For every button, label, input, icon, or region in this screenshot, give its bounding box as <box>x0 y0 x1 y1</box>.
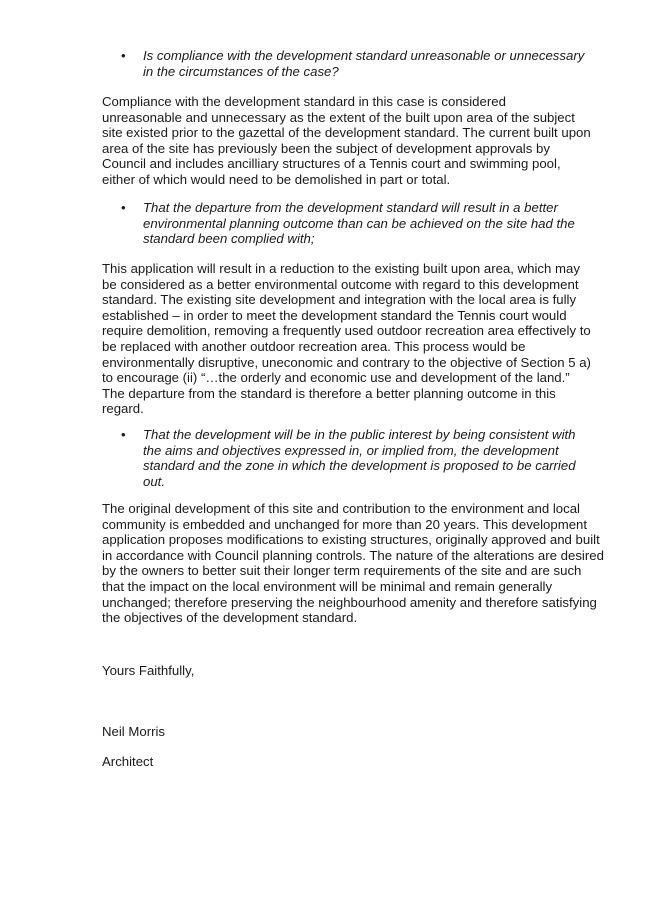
bullet-line: Is compliance with the development standard unreasonable or unnecessary <box>143 48 585 63</box>
bullet-item-departure <box>121 200 591 247</box>
signature-name: Neil Morris <box>102 724 166 739</box>
paragraph-line: be replaced with another outdoor recreation area. This process would be <box>102 338 526 354</box>
bullet-item-public-interest <box>121 427 591 489</box>
bullet-line: in the circumstances of the case? <box>143 63 339 79</box>
paragraph-compliance <box>102 94 612 188</box>
bullet-line: That the development will be in the public interest by being consistent with <box>143 427 576 442</box>
bullet-text <box>143 427 591 489</box>
paragraph-line: that the impact on the local environment will be minimal and remain generally <box>102 578 553 594</box>
bullet-line: standard and the zone in which the development is proposed to be carried <box>143 458 576 474</box>
paragraph-line: standard. The existing site development and integration with the local area is fully <box>102 292 577 308</box>
paragraph-line: Compliance with the development standard in this case is considered <box>102 94 506 109</box>
paragraph-line: regard. <box>102 401 144 417</box>
bullet-line: the aims and objectives expressed in, or implied from, the development <box>143 442 559 458</box>
paragraph-line: environmentally disruptive, uneconomic and contrary to the objective of Section 5 a) <box>102 354 591 370</box>
paragraph-line: The departure from the standard is therefore a better planning outcome in this <box>102 385 556 401</box>
paragraph-line: area of the site has previously been the subject of development approvals by <box>102 140 550 156</box>
closing-salutation: Yours Faithfully, <box>102 663 195 678</box>
paragraph-line: the objectives of the development standard. <box>102 610 358 626</box>
bullet-symbol: • <box>121 48 126 63</box>
bullet-line: environmental planning outcome than can be achieved on the site had the <box>143 215 575 231</box>
signature-title: Architect <box>102 754 154 769</box>
bullet-line: standard been complied with; <box>143 231 315 247</box>
paragraph-line: community is embedded and unchanged for more than 20 years. This development <box>102 516 588 532</box>
paragraph-line: by the owners to better suit their longer term requirements of the site and are such <box>102 563 582 579</box>
paragraph-line: either of which would need to be demolished in part or total. <box>102 171 451 187</box>
paragraph-line: to encourage (ii) “…the orderly and economic use and development of the land.” <box>102 370 570 386</box>
paragraph-line: unreasonable and unnecessary as the extent of the built upon area of the subject <box>102 109 575 125</box>
paragraph-original-development <box>102 501 612 626</box>
bullet-symbol: • <box>121 427 126 442</box>
paragraph-line: This application will result in a reduction to the existing built upon area, which may <box>102 261 580 276</box>
bullet-text <box>143 48 591 79</box>
paragraph-line: site existed prior to the gazettal of the development standard. The current built upon <box>102 125 591 141</box>
bullet-text <box>143 200 591 247</box>
paragraph-line: The original development of this site and contribution to the environment and local <box>102 501 580 516</box>
paragraph-line: Council and includes ancilliary structures of a Tennis court and swimming pool, <box>102 156 561 172</box>
paragraph-line: require demolition, removing a frequently used outdoor recreation area effectively to <box>102 323 591 339</box>
bullet-line: That the departure from the development standard will result in a better <box>143 200 558 215</box>
paragraph-line: be considered as a better environmental outcome with regard to this development <box>102 276 579 292</box>
bullet-item-compliance <box>121 48 591 79</box>
paragraph-line: application proposes modifications to existing structures, originally approved and built <box>102 532 600 548</box>
paragraph-line: established – in order to meet the development standard the Tennis court would <box>102 307 567 323</box>
paragraph-departure <box>102 261 612 417</box>
paragraph-line: unchanged; therefore preserving the neighbourhood amenity and therefore satisfying <box>102 594 597 610</box>
paragraph-line: in accordance with Council planning controls. The nature of the alterations are desired <box>102 547 604 563</box>
bullet-line: out. <box>143 473 165 489</box>
bullet-symbol: • <box>121 200 126 215</box>
